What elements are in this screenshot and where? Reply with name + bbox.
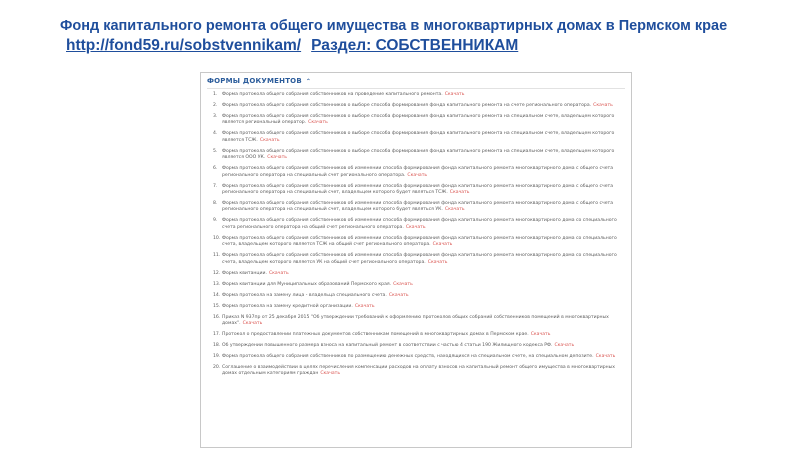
documents-list — [201, 92, 631, 378]
list-item — [213, 343, 623, 349]
download-link[interactable]: Скачать — [320, 371, 341, 377]
item-title: Форма квитанции. — [222, 270, 267, 276]
list-item — [213, 218, 623, 231]
item-number: 16. — [213, 314, 221, 320]
download-link[interactable]: Скачать — [407, 172, 428, 178]
download-link[interactable]: Скачать — [393, 281, 413, 287]
item-text — [222, 253, 623, 266]
item-text — [222, 343, 623, 349]
item-text — [222, 103, 623, 109]
download-link[interactable]: Скачать — [259, 137, 280, 143]
item-text — [222, 293, 623, 299]
item-title: Форма протокола общего собрания собственников о выборе способа формирования фонда капитального ремонта на специальном счете, владельцем которого является ТСЖ. — [222, 131, 615, 143]
list-item — [213, 365, 623, 378]
item-number: 19. — [213, 354, 221, 360]
list-item — [213, 131, 623, 144]
item-text — [222, 354, 623, 360]
source-link[interactable]: http://fond59.ru/sobstvennikam/ — [66, 37, 302, 54]
item-text — [222, 315, 623, 328]
list-item — [213, 201, 623, 214]
download-link[interactable]: Скачать — [388, 292, 409, 298]
download-link[interactable]: Скачать — [354, 303, 375, 309]
page-title: Фонд капитального ремонта общего имущества в многоквартирных домах в Пермском крае — [60, 18, 728, 34]
list-item — [213, 304, 623, 310]
list-item — [213, 236, 623, 249]
list-item — [213, 92, 623, 98]
list-item — [213, 271, 623, 277]
item-title: Соглашение о взаимодействии в целях перечисления компенсации расходов на оплату взносов на капитальный ремонт общего имущества в многоквартирных домах отдельным категориям граждан — [222, 365, 615, 377]
download-link[interactable]: Скачать — [267, 155, 287, 161]
item-title: Об утверждении повышенного размера взноса на капитальный ремонт в соответствии с частью 4 статьи 190 Жилищного кодекса РФ. — [222, 343, 553, 349]
download-link[interactable]: Скачать — [444, 207, 465, 213]
item-number: 4. — [213, 131, 218, 137]
item-title: Форма протокола общего собрания собственников о выборе способа формирования фонда капитального ремонта на специальном счете, владельцем которого является региональный оператор. — [222, 114, 615, 126]
download-link[interactable]: Скачать — [593, 103, 613, 108]
list-item — [213, 293, 623, 299]
item-text — [222, 149, 623, 162]
list-item — [213, 282, 623, 288]
item-number: 2. — [213, 103, 218, 108]
item-title: Форма протокола общего собрания собственников на проведение капитального ремонта. — [222, 92, 443, 97]
item-text — [222, 218, 623, 231]
list-item — [213, 332, 623, 338]
download-link[interactable]: Скачать — [449, 190, 470, 196]
item-number: 3. — [213, 114, 218, 119]
list-item — [213, 315, 623, 328]
item-title: Форма протокола общего собрания собственников о выборе способа формирования фонда капитального ремонта на специальном счете, владельцем которого является ООО УК. — [222, 148, 615, 161]
item-title: Форма протокола общего собрания собственников об изменении способа формирования фонда капитального ремонта многоквартирного дома со специального счета, владельцем которого является ТСЖ на общий счет регионального оператора. — [222, 235, 617, 248]
item-number: 1. — [213, 92, 218, 97]
item-title: Форма протокола общего собрания собственников по размещению денежных средств, находящихся на специальном счете, на специальном депозите. — [222, 354, 594, 360]
item-text — [222, 236, 623, 249]
download-link[interactable]: Скачать — [554, 343, 575, 349]
chevron-up-icon[interactable]: ⌃ — [305, 77, 312, 85]
item-title: Приказ N 937пр от 25 декабря 2015 "Об утверждении требований к оформлению протоколов общих собраний собственников помещений в многоквартирных домах". — [222, 314, 609, 327]
item-number: 18. — [213, 343, 221, 349]
item-text — [222, 201, 623, 214]
item-number: 17. — [213, 332, 221, 338]
item-number: 13. — [213, 281, 221, 287]
page-header — [60, 16, 760, 56]
documents-panel — [200, 72, 632, 448]
item-text — [222, 304, 623, 310]
item-title: Форма протокола на замену кредитной организации. — [222, 303, 353, 309]
item-text — [222, 332, 623, 338]
download-link[interactable]: Скачать — [595, 354, 616, 360]
item-text — [222, 282, 623, 288]
panel-heading: ФОРМЫ ДОКУМЕНТОВ — [207, 77, 302, 85]
list-item — [213, 114, 623, 127]
item-title: Форма протокола на замену лица - владельца специального счета. — [222, 292, 387, 298]
item-title: Форма протокола общего собрания собственников об изменении способа формирования фонда капитального ремонта многоквартирного дома со специального счета регионального оператора на общий счет регионального оператора. — [222, 218, 617, 230]
item-title: Протокол о предоставлении платежных документов собственникам помещений в многоквартирных домах в Пермском крае. — [222, 332, 529, 338]
item-title: Форма протокола общего собрания собственников об изменении способа формирования фонда капитального ремонта многоквартирного дома с общего счета регионального оператора на специальный счет регионального оператора. — [222, 166, 614, 178]
item-number: 12. — [213, 270, 221, 276]
item-title: Форма протокола общего собрания собственников об изменении способа формирования фонда капитального ремонта многоквартирного дома со специального счета, владельцем которого является УК на общий счет регионального оператора. — [222, 253, 617, 265]
download-link[interactable]: Скачать — [242, 321, 263, 327]
item-text — [222, 271, 623, 277]
download-link[interactable]: Скачать — [405, 224, 426, 230]
item-number: 20. — [213, 365, 221, 371]
panel-header[interactable] — [201, 73, 631, 87]
item-number: 14. — [213, 292, 221, 298]
download-link[interactable]: Скачать — [427, 259, 448, 265]
item-number: 5. — [213, 148, 218, 154]
item-text — [222, 184, 623, 197]
section-label: Раздел: СОБСТВЕННИКАМ — [311, 37, 519, 54]
item-number: 10. — [213, 235, 221, 241]
item-number: 11. — [213, 253, 221, 259]
item-title: Форма протокола общего собрания собственников о выборе способа формирования фонда капитального ремонта на счете регионального оператора. — [222, 103, 592, 108]
list-item — [213, 166, 623, 179]
download-link[interactable]: Скачать — [268, 270, 289, 276]
download-link[interactable]: Скачать — [432, 242, 453, 248]
list-item — [213, 253, 623, 266]
item-number: 8. — [213, 201, 218, 207]
list-item — [213, 184, 623, 197]
item-text — [222, 166, 623, 179]
list-item — [213, 149, 623, 162]
item-text — [222, 131, 623, 144]
download-link[interactable]: Скачать — [530, 332, 551, 338]
item-text — [222, 365, 623, 378]
item-number: 6. — [213, 166, 218, 172]
item-text — [222, 92, 623, 98]
download-link[interactable]: Скачать — [444, 92, 465, 97]
list-item — [213, 103, 623, 109]
item-number: 15. — [213, 303, 221, 309]
divider — [207, 88, 625, 89]
list-item — [213, 354, 623, 360]
item-title: Форма протокола общего собрания собственников об изменении способа формирования фонда капитального ремонта многоквартирного дома с общего счета регионального оператора на специальный счет, владельцем которого будет являться ТСЖ. — [222, 183, 614, 196]
download-link[interactable]: Скачать — [308, 120, 328, 126]
item-title: Форма протокола общего собрания собственников об изменении способа формирования фонда капитального ремонта многоквартирного дома с общего счета регионального оператора на специальный счет, владельцем которого будет являться УК. — [222, 201, 614, 213]
item-text — [222, 114, 623, 127]
item-title: Форма квитанции для Муниципальных образований Пермского края. — [222, 281, 392, 287]
item-number: 9. — [213, 218, 218, 224]
item-number: 7. — [213, 183, 218, 189]
